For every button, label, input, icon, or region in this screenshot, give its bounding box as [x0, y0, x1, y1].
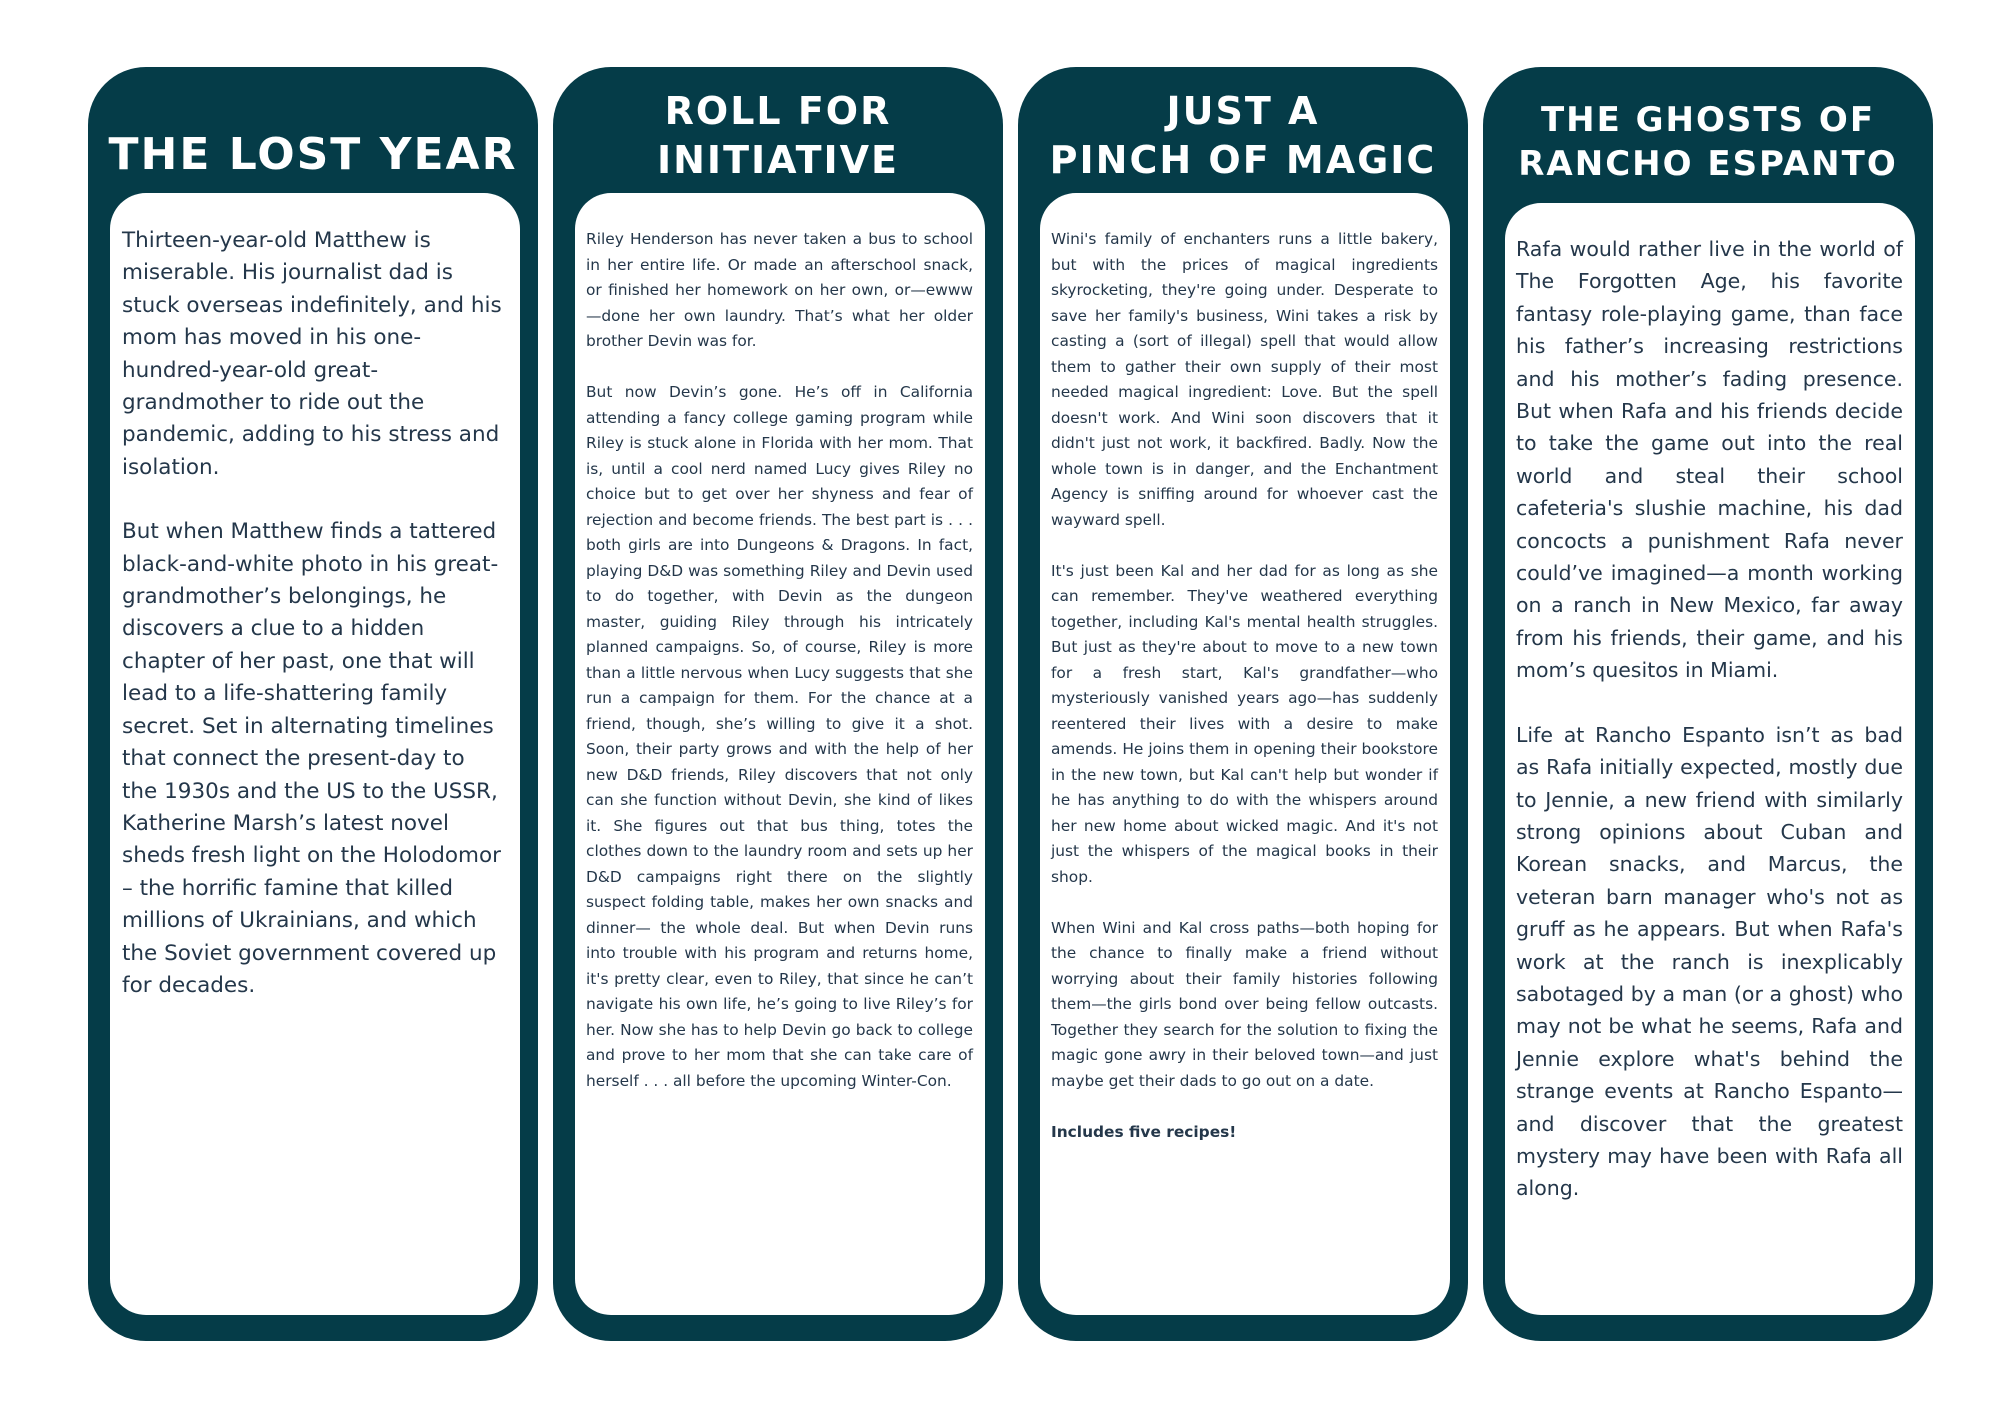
description-paragraph: Life at Rancho Espanto isn’t as bad as Rafa initially expected, mostly due to Jennie, a new friend with similarly strong opinions about Cuban and Korean snacks, and Marcus, the veteran barn manager who's not as gruff as he appears. But when Rafa's work at the ranch is inexplicably sabotaged by a man (or a ghost) who may not be what he seems, Rafa and Jennie explore what's behind the strange events at Rancho Espanto—and discover that the greatest mystery may have been with Rafa all along.	[1516, 722, 1903, 1201]
recipes-note: Includes five recipes!	[1051, 1122, 1237, 1141]
description-paragraph: But now Devin’s gone. He’s off in California attending a fancy college gaming program while Riley is stuck alone in Florida with her mom. That is, until a cool nerd named Lucy gives Riley no choice but to get over her shyness and fear of rejection and become friends. The best part is . . . both girls are into Dungeons & Dragons. In fact, playing D&D was something Riley and Devin used to do together, with Devin as the dungeon master, guiding Riley through his intricately planned campaigns. So, of course, Riley is more than a little nervous when Lucy suggests that she run a campaign for them. For the chance at a friend, though, she’s willing to give it a shot. Soon, their party grows and with the help of her new D&D friends, Riley discovers that not only can she function without Devin, she kind of likes it. She figures out that bus thing, totes the clothes down to the laundry room and sets up her D&D campaigns right there on the slightly suspect folding table, makes her own snacks and dinner— the whole deal. But when Devin runs into trouble with his program and returns home, it's pretty clear, even to Riley, that since he can’t navigate his own life, he’s going to live Riley’s for her. Now she has to help Devin go back to college and prove to her mom that she can take care of herself . . . all before the upcoming Winter-Con.	[586, 383, 973, 1090]
description-paragraph: It's just been Kal and her dad for as long as she can remember. They've weathered everything together, including Kal's mental health struggles. But just as they're about to move to a new town for a fresh start, Kal's grandfather—who mysteriously vanished years ago—has suddenly reentered their lives with a desire to make amends. He joins them in opening their bookstore in the new town, but Kal can't help but wonder if he has anything to do with the whispers around her new home about wicked magic. And it's not just the whispers of the magical books in their shop.	[1051, 561, 1438, 886]
description-paragraph: Thirteen-year-old Matthew is miserable. His journalist dad is stuck overseas indefinitely, and his mom has moved in his one-hundred-year-old great-grandmother to ride out the pandemic, adding to his stress and isolation.	[122, 228, 502, 480]
title-line: INITIATIVE	[656, 138, 900, 182]
book-card-just-a-pinch-of-magic	[1018, 67, 1468, 1341]
description-paragraph: Rafa would rather live in the world of The Forgotten Age, his favorite fantasy role-playing game, than face his father’s increasing restrictions and his mother’s fading presence. But when Rafa and his friends decide to take the game out into the real world and steal their school cafeteria's slushie machine, his dad concocts a punishment Rafa never could’ve imagined—a month working on a ranch in New Mexico, far away from his friends, their game, and his mom’s quesitos in Miami.	[1516, 237, 1903, 683]
card-title	[553, 77, 1003, 195]
book-card-ghosts-of-rancho-espanto	[1483, 67, 1933, 1341]
title-line: THE LOST YEAR	[108, 129, 518, 181]
title-line: RANCHO ESPANTO	[1518, 144, 1898, 184]
card-title	[1018, 77, 1468, 195]
title-line: JUST A	[1166, 88, 1320, 133]
description-paragraph: Wini's family of enchanters runs a little bakery, but with the prices of magical ingredients skyrocketing, they're going under. Desperate to save her family's business, Wini takes a risk by casting a (sort of illegal) spell that would allow them to gather their own supply of their most needed magical ingredient: Love. But the spell doesn't work. And Wini soon discovers that it didn't just not work, it backfired. Badly. Now the whole town is in danger, and the Enchantment Agency is sniffing around for whoever cast the wayward spell.	[1051, 230, 1438, 529]
card-title	[88, 105, 538, 205]
book-card-roll-for-initiative	[553, 67, 1003, 1341]
description-panel	[575, 193, 985, 1315]
card-title	[1483, 77, 1933, 207]
title-line: THE GHOSTS OF	[1540, 99, 1876, 140]
description-paragraph: When Wini and Kal cross paths—both hoping for the chance to finally make a friend without worrying about their family histories following them—the girls bond over being fellow outcasts. Together they search for the solution to fixing the magic gone awry in their beloved town—and just maybe get their dads to go out on a date.	[1051, 918, 1438, 1090]
description-panel	[110, 193, 520, 1315]
title-line: PINCH OF MAGIC	[1049, 138, 1437, 182]
book-card-lost-year	[88, 67, 538, 1341]
description-panel	[1505, 203, 1915, 1315]
description-paragraph: But when Matthew finds a tattered black-and-white photo in his great-grandmother’s belongings, he discovers a clue to a hidden chapter of her past, one that will lead to a life-shattering family secret. Set in alternating timelines that connect the present-day to the 1930s and the US to the USSR, Katherine Marsh’s latest novel sheds fresh light on the Holodomor – the horrific famine that killed millions of Ukrainians, and which the Soviet government covered up for decades.	[122, 519, 501, 998]
description-panel	[1040, 193, 1450, 1315]
title-line: ROLL FOR	[664, 88, 892, 133]
description-paragraph: Riley Henderson has never taken a bus to school in her entire life. Or made an afterschool snack, or finished her homework on her own, or—ewww—done her own laundry. That’s what her older brother Devin was for.	[586, 230, 973, 350]
